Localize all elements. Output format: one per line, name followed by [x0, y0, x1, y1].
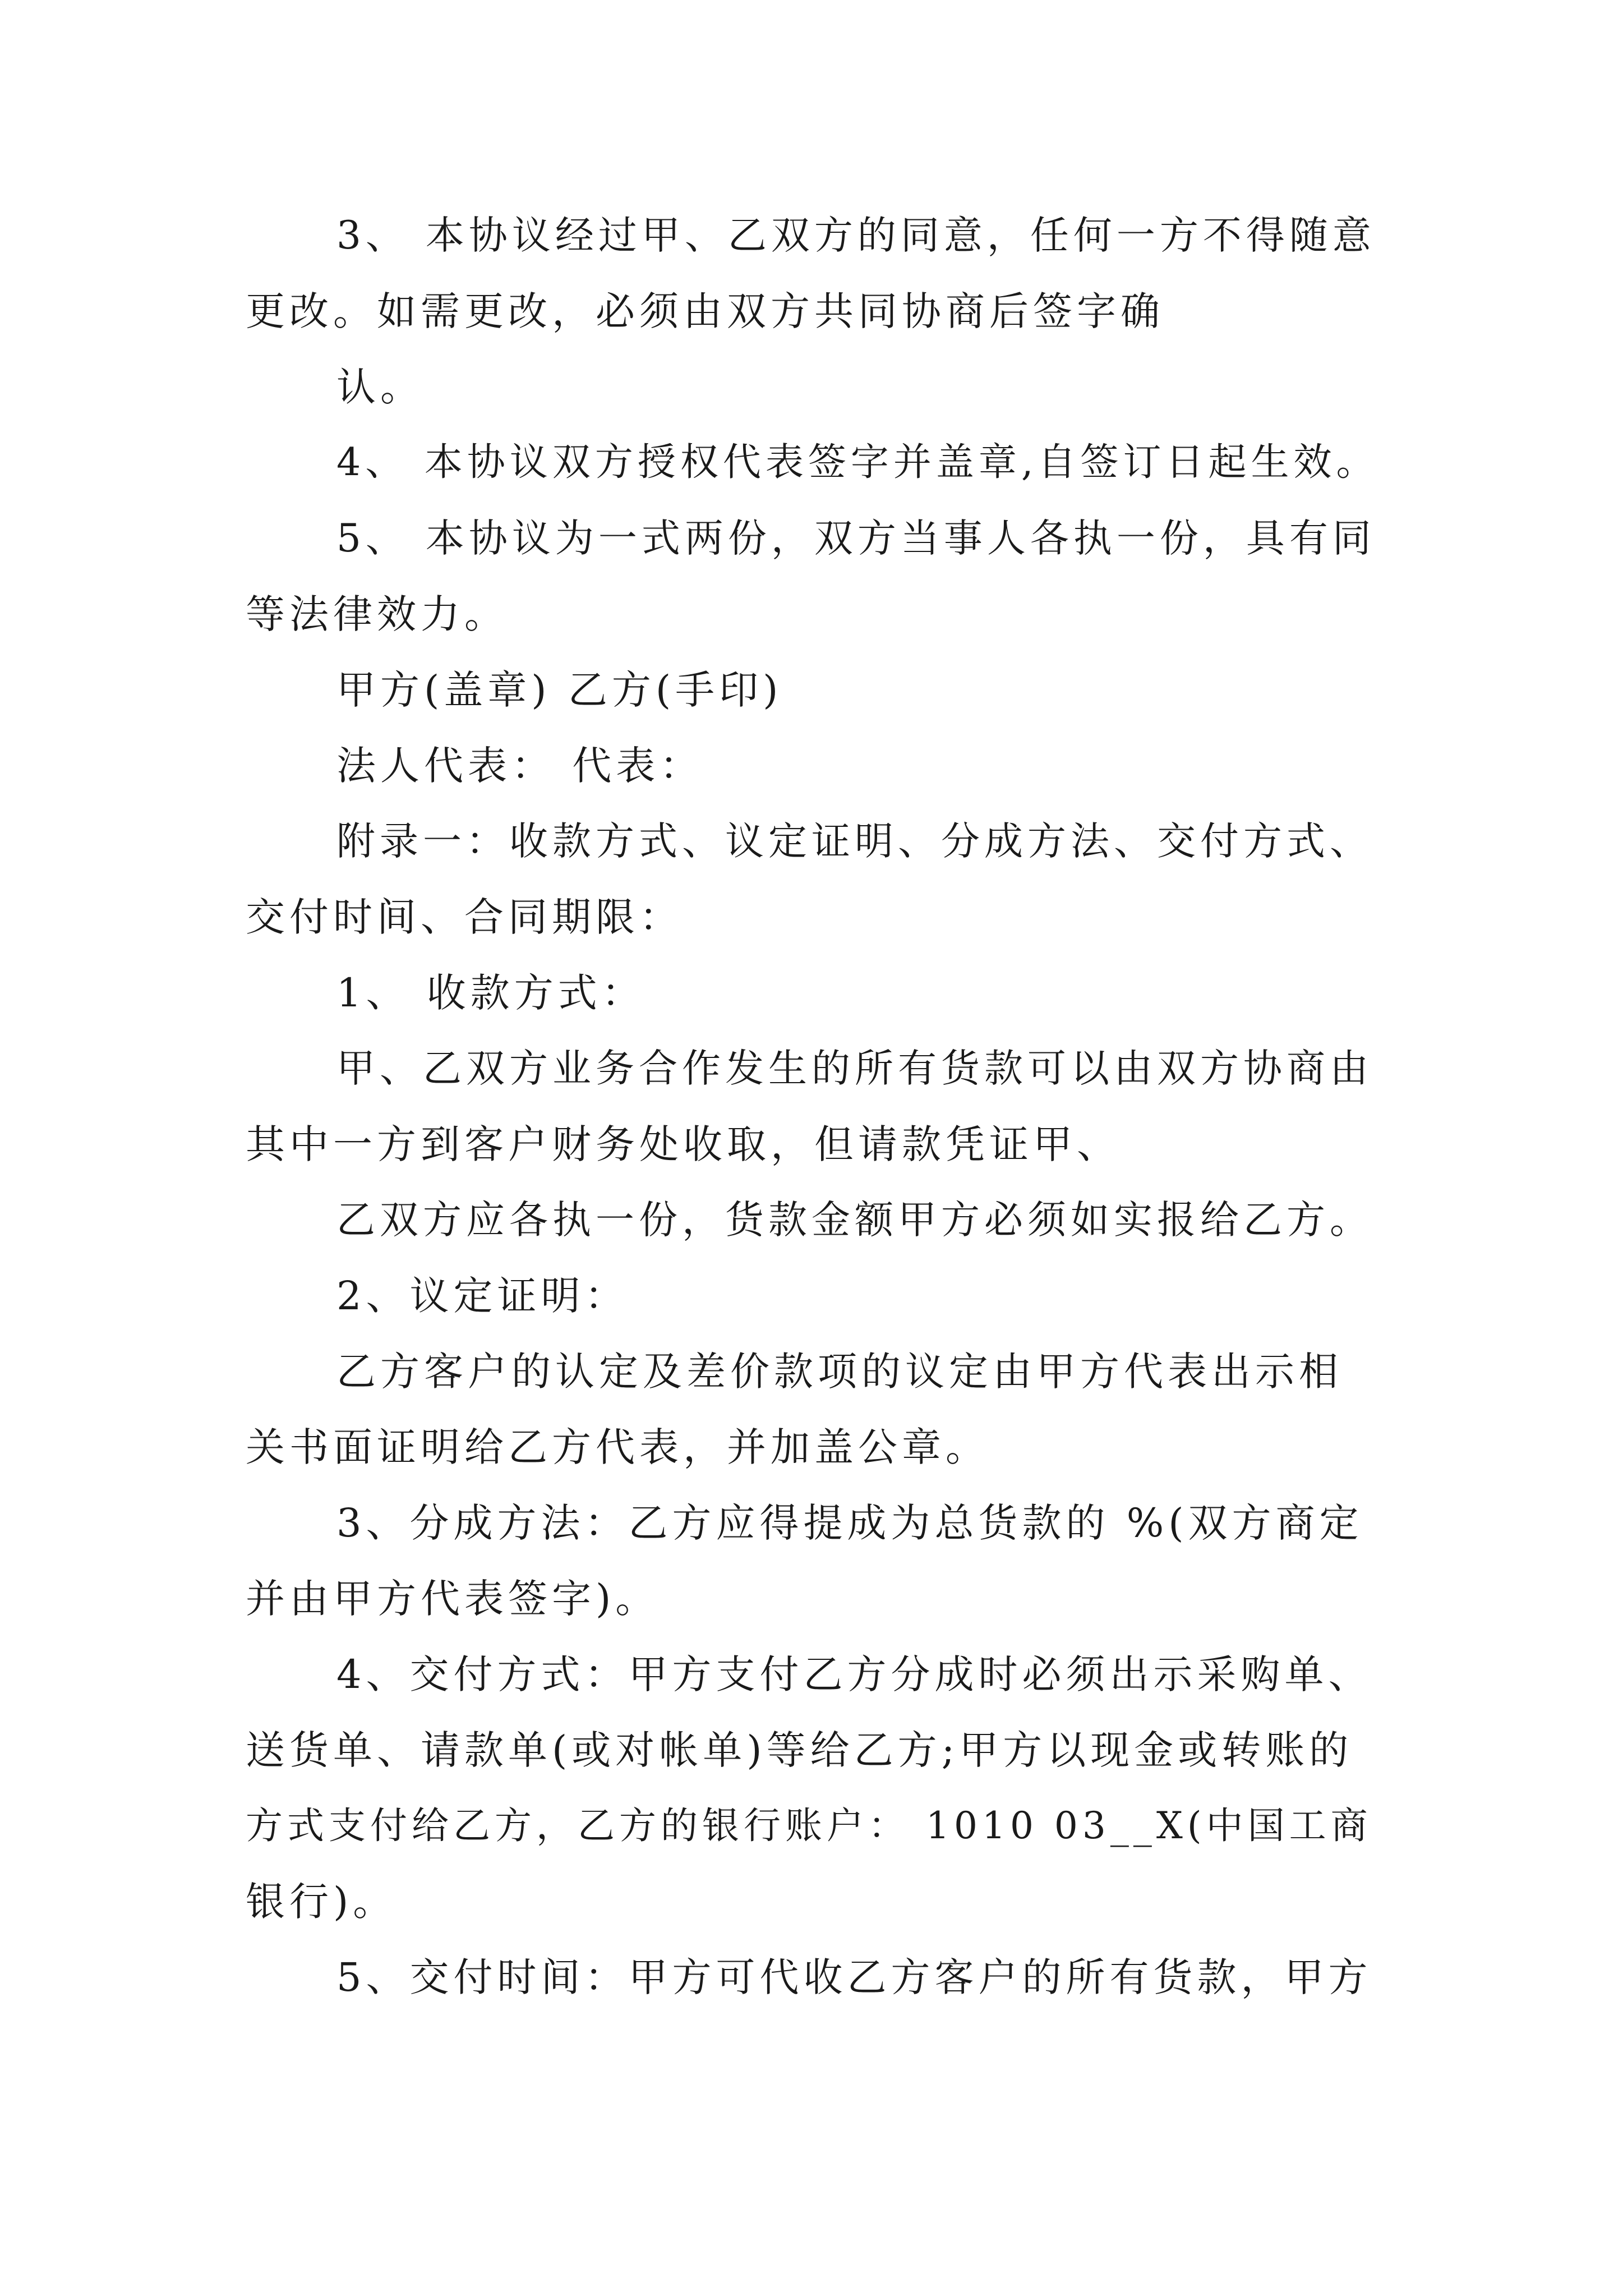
text-line: 方式支付给乙方，乙方的银行账户： 1010 03__X(中国工商 [246, 1804, 1372, 1847]
text-line: 其中一方到客户财务处收取，但请款凭证甲、 [246, 1121, 1121, 1167]
text-line: 送货单、请款单(或对帐单)等给乙方;甲方以现金或转账的 [246, 1727, 1353, 1773]
text-line: 4、交付方式：甲方支付乙方分成时必须出示采购单、 [336, 1651, 1372, 1697]
text-line: 5、交付时间：甲方可代收乙方客户的所有货款，甲方 [336, 1954, 1372, 2000]
text-line: 4、 本协议双方授权代表签字并盖章,自签订日起生效。 [336, 440, 1379, 485]
text-line: 甲、乙双方业务合作发生的所有货款可以由双方协商由 [336, 1046, 1373, 1091]
text-line: 3、 本协议经过甲、乙双方的同意，任何一方不得随意 [336, 213, 1376, 258]
text-line: 甲方(盖章) 乙方(手印) [336, 667, 783, 713]
text-line: 认。 [336, 364, 424, 410]
text-line: 5、 本协议为一式两份，双方当事人各执一份，具有同 [336, 516, 1376, 561]
text-line: 交付时间、合同期限： [246, 894, 683, 940]
text-line: 法人代表： 代表： [336, 743, 704, 789]
text-line: 附录一：收款方式、议定证明、分成方法、交付方式、 [336, 819, 1373, 864]
text-line: 乙方客户的认定及差价款项的议定由甲方代表出示相 [336, 1349, 1343, 1395]
text-line: 3、分成方法：乙方应得提成为总货款的 %(双方商定 [336, 1500, 1363, 1546]
text-line: 并由甲方代表签字)。 [246, 1576, 660, 1622]
text-line: 更改。如需更改，必须由双方共同协商后签字确 [246, 288, 1164, 334]
text-line: 关书面证明给乙方代表，并加盖公章。 [246, 1424, 989, 1470]
text-line: 等法律效力。 [246, 591, 508, 637]
text-line: 银行)。 [246, 1879, 397, 1925]
text-line: 乙双方应各执一份，货款金额甲方必须如实报给乙方。 [336, 1198, 1373, 1243]
text-line: 2、议定证明： [336, 1273, 629, 1319]
text-line: 1、 收款方式： [336, 970, 645, 1016]
